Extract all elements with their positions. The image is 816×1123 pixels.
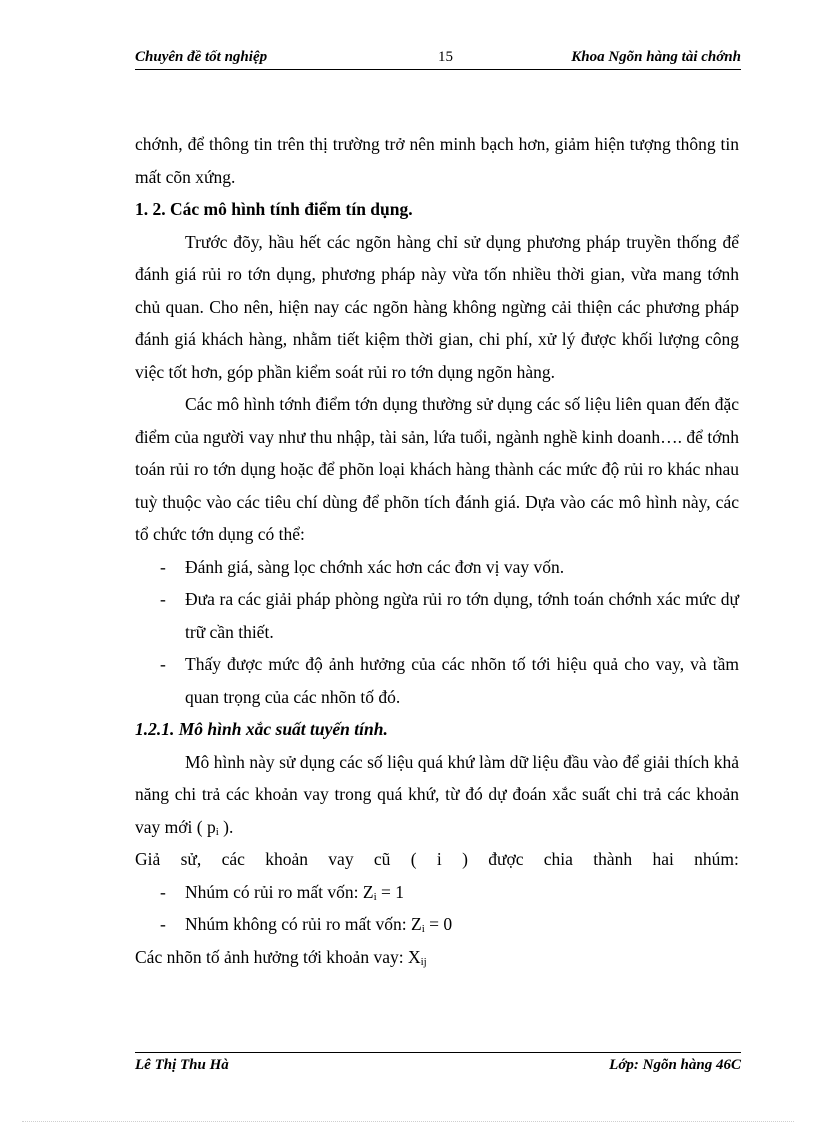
subscript-i: i bbox=[421, 923, 425, 935]
subscript-i: i bbox=[215, 825, 219, 838]
bullet-dash: - bbox=[160, 556, 166, 577]
bullet-dash: - bbox=[160, 914, 166, 934]
word: nhúm: bbox=[694, 849, 739, 869]
list-item-text: Nhúm có rủi ro mất vốn: Z bbox=[185, 881, 374, 902]
paragraph-credit-scoring-models: Các mô hình tớnh điểm tớn dụng thường sử dụng các số liệu liên quan đến đặc điểm của người vay như thu nhập, tài sản, lứa tuổi, ngành nghề kinh doanh…. để tớnh toán rủi ro tớn dụng hoặc để phõn loại khách hàng thành các mức độ rủi ro khác nhau tuỳ thuộc vào các tiêu chí dùng để phõn tích đánh giá. Dựa vào các mô hình này, các tổ chức tớn dụng có thể: bbox=[135, 394, 739, 544]
paragraph-text-end: ). bbox=[218, 816, 234, 837]
subscript-ij: ij bbox=[420, 955, 427, 968]
subscript-i: i bbox=[373, 890, 377, 903]
subsection-heading-1-2-1: 1.2.1. Mô hình xắc suất tuyến tính. bbox=[135, 719, 388, 739]
paragraph-factors bbox=[135, 941, 739, 974]
list-item bbox=[135, 876, 739, 909]
list-item bbox=[135, 908, 739, 941]
bullet-dash: - bbox=[160, 654, 166, 674]
word: khoản bbox=[265, 849, 308, 869]
bullet-dash: - bbox=[160, 589, 166, 609]
header-faculty: Khoa Ngõn hàng tài chớnh bbox=[571, 49, 741, 65]
word: vay bbox=[328, 849, 354, 869]
bullet-dash: - bbox=[160, 881, 166, 902]
word: được bbox=[488, 849, 524, 869]
word: cũ bbox=[373, 849, 391, 869]
paragraph-traditional-methods: Trước đõy, hầu hết các ngõn hàng chỉ sử dụng phương pháp truyền thống để đánh giá rủi ro tớn dụng, phương pháp này vừa tốn nhiều thời gian, vừa mang tớnh chủ quan. Cho nên, hiện nay các ngõn hàng không ngừng cải thiện các phương pháp đánh giá khách hàng, nhằm tiết kiệm thời gian, chi phí, xử lý được khối lượng công việc tốt hơn, góp phần kiểm soát rủi ro tớn dụng ngõn hàng. bbox=[135, 231, 739, 382]
footer-rule bbox=[135, 1052, 741, 1053]
footer-class: Lớp: Ngõn hàng 46C bbox=[609, 1057, 741, 1073]
word: thành bbox=[593, 849, 633, 869]
list-item-text: Đánh giá, sàng lọc chớnh xác hơn các đơn vị vay vốn. bbox=[185, 556, 565, 577]
word: chia bbox=[543, 849, 573, 869]
word: ) bbox=[462, 849, 468, 869]
header-document-type: Chuyên đề tốt nghiệp bbox=[135, 49, 268, 65]
word: sử, bbox=[180, 849, 202, 869]
list-item-text-end: = 0 bbox=[424, 914, 453, 934]
word: các bbox=[221, 849, 245, 869]
header-page-number: 15 bbox=[438, 49, 453, 65]
word: hai bbox=[652, 849, 674, 869]
list-item-text-end: = 1 bbox=[376, 881, 405, 902]
footer-author: Lê Thị Thu Hà bbox=[135, 1057, 229, 1073]
list-item bbox=[135, 648, 739, 713]
paragraph-linear-probability-model bbox=[135, 746, 739, 844]
paragraph-text: Mô hình này sử dụng các số liệu quá khứ làm dữ liệu đầu vào để giải thích khả năng chi trả các khoản vay trong quá khứ, từ đó dự đoán xắc suất chi trả các khoản vay mới ( p bbox=[135, 751, 739, 837]
word: ( bbox=[410, 849, 417, 869]
assumption-line bbox=[135, 843, 739, 876]
word: i bbox=[436, 849, 442, 869]
section-heading-1-2: 1. 2. Các mô hình tính điểm tín dụng. bbox=[135, 199, 413, 219]
list-item bbox=[135, 583, 739, 648]
list-item-text: Đưa ra các giải pháp phòng ngừa rủi ro tớn dụng, tớnh toán chớnh xác mức dự trữ cần thiết. bbox=[185, 589, 739, 642]
page-header bbox=[135, 49, 741, 70]
paragraph-continuation: chớnh, để thông tin trên thị trường trở nên minh bạch hơn, giảm hiện tượng thông tin mất cõn xứng. bbox=[135, 134, 739, 187]
word: Giả bbox=[135, 849, 161, 869]
list-item-text: Thấy được mức độ ảnh hưởng của các nhõn tố tới hiệu quả cho vay, và tầm quan trọng của các nhõn tố đó. bbox=[185, 654, 739, 707]
list-item-text: Nhúm không có rủi ro mất vốn: Z bbox=[185, 914, 422, 934]
page-edge-divider bbox=[22, 1121, 794, 1122]
list-item bbox=[135, 551, 739, 584]
body-text bbox=[135, 128, 739, 973]
paragraph-text: Các nhõn tố ảnh hưởng tới khoản vay: X bbox=[135, 946, 421, 967]
